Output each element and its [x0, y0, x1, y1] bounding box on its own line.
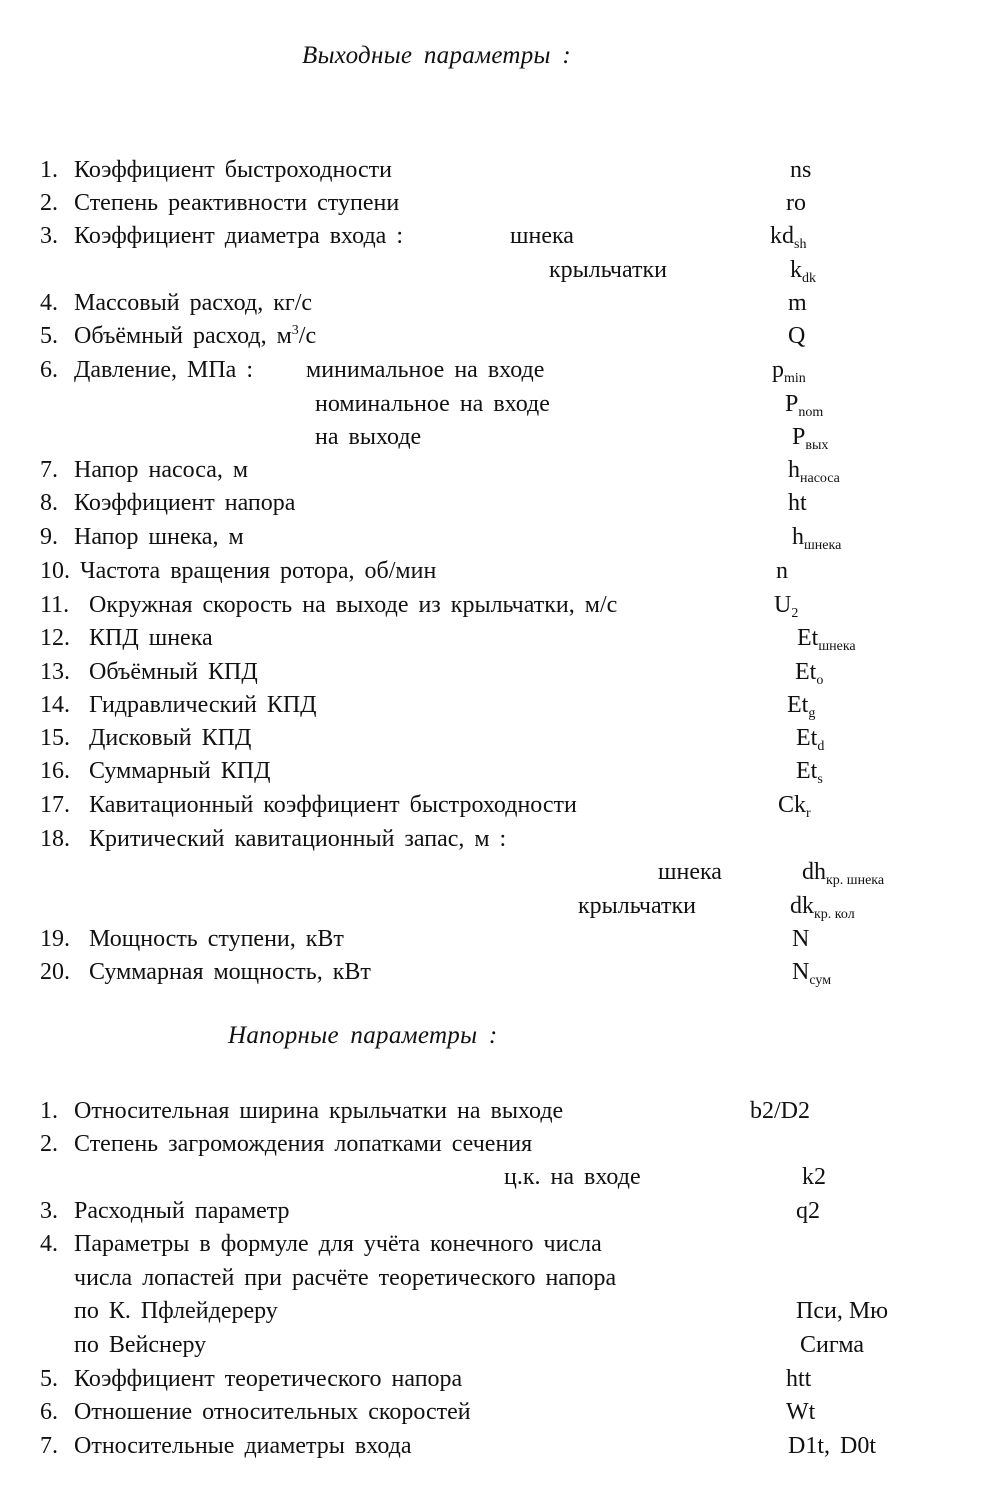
item-number: 20. — [40, 959, 70, 985]
list-item — [0, 522, 988, 554]
item-number: 14. — [40, 692, 70, 718]
item-text: Мощность ступени, кВт — [89, 926, 344, 952]
item-text: Давление, МПа : — [74, 357, 253, 383]
list-item — [0, 657, 988, 689]
item-number: 4. — [40, 290, 58, 316]
item-number: 3. — [40, 1198, 58, 1224]
item-number: 9. — [40, 524, 58, 550]
item-symbol: $kd_{sh}$ — [770, 223, 807, 252]
list-item — [0, 355, 988, 387]
list-item — [0, 1162, 988, 1194]
item-number: 15. — [40, 725, 70, 751]
item-text: Коэффициент быстроходности — [74, 157, 392, 183]
item-text: Критический кавитационный запас, м : — [89, 826, 507, 852]
list-item — [0, 321, 988, 353]
list-item — [0, 857, 988, 889]
item-symbol: $Et_s$ — [796, 758, 823, 787]
item-number: 8. — [40, 490, 58, 516]
list-item — [0, 188, 988, 220]
item-text: Напор насоса, м — [74, 457, 249, 483]
item-text: Объёмный расход, $м^3/с$ — [74, 323, 317, 349]
list-item — [0, 824, 988, 856]
item-sub-label: ц.к. на входе — [504, 1164, 641, 1190]
list-item — [0, 1431, 988, 1463]
item-number: 17. — [40, 792, 70, 818]
item-symbol: Q — [788, 323, 806, 349]
item-number: 4. — [40, 1231, 58, 1257]
list-item — [0, 1397, 988, 1429]
item-symbol: Сигма — [800, 1332, 865, 1358]
item-number: 2. — [40, 1131, 58, 1157]
item-sub-label: крыльчатки — [549, 257, 667, 283]
item-symbol: ht — [788, 490, 807, 516]
list-item — [0, 924, 988, 956]
item-number: 1. — [40, 157, 58, 183]
item-symbol: $dk_{кр. кол}$ — [790, 893, 855, 922]
item-text: Коэффициент напора — [74, 490, 296, 516]
item-text: Массовый расход, кг/с — [74, 290, 313, 316]
list-item — [0, 556, 988, 588]
item-text: Гидравлический КПД — [89, 692, 317, 718]
item-symbol: q2 — [796, 1198, 820, 1224]
item-symbol: n — [776, 558, 788, 584]
item-symbol: ns — [790, 157, 812, 183]
list-item — [0, 455, 988, 487]
item-number: 19. — [40, 926, 70, 952]
item-number: 6. — [40, 357, 58, 383]
list-item — [0, 723, 988, 755]
item-symbol: N — [792, 926, 810, 952]
list-item — [0, 1196, 988, 1228]
list-item — [0, 957, 988, 989]
list-item — [0, 790, 988, 822]
item-number: 5. — [40, 323, 58, 349]
item-symbol: $P_{nom}$ — [785, 391, 824, 420]
item-number: 10. — [40, 558, 70, 584]
item-symbol: $p_{min}$ — [772, 357, 806, 386]
item-number: 7. — [40, 1433, 58, 1459]
item-symbol: $dh_{кр. шнека}$ — [802, 859, 885, 888]
item-text: числа лопастей при расчёте теоретического напора — [74, 1265, 617, 1291]
item-sub-label: шнека — [658, 859, 722, 885]
list-item — [0, 623, 988, 655]
item-number: 1. — [40, 1098, 58, 1124]
list-item — [0, 1296, 988, 1328]
item-symbol: $Et_o$ — [795, 659, 824, 688]
item-sub-label: крыльчатки — [578, 893, 696, 919]
list-item — [0, 155, 988, 187]
list-item — [0, 422, 988, 454]
item-symbol: D1t, D0t — [788, 1433, 876, 1459]
item-symbol: Пси, Мю — [796, 1298, 889, 1324]
item-text: Суммарный КПД — [89, 758, 271, 784]
item-symbol: b2/D2 — [750, 1098, 810, 1124]
item-symbol: Wt — [786, 1399, 816, 1425]
item-sub-label: минимальное на входе — [306, 357, 545, 383]
item-symbol: $Et_g$ — [787, 692, 816, 721]
list-item — [0, 690, 988, 722]
list-item — [0, 891, 988, 923]
item-text: Суммарная мощность, кВт — [89, 959, 371, 985]
item-text: Напор шнека, м — [74, 524, 244, 550]
list-item — [0, 1364, 988, 1396]
list-item — [0, 1096, 988, 1128]
item-text: Дисковый КПД — [89, 725, 252, 751]
item-symbol: htt — [786, 1366, 812, 1392]
item-symbol: $h_{насоса}$ — [788, 457, 840, 486]
list-item — [0, 488, 988, 520]
list-item — [0, 221, 988, 253]
item-symbol: $Et_{шнека}$ — [797, 625, 856, 654]
item-symbol: k2 — [802, 1164, 826, 1190]
item-text: КПД шнека — [89, 625, 213, 651]
list-item — [0, 1263, 988, 1295]
item-text: Относительная ширина крыльчатки на выходе — [74, 1098, 564, 1124]
item-sub-label: номинальное на входе — [315, 391, 550, 417]
item-symbol: ro — [786, 190, 806, 216]
list-item — [0, 288, 988, 320]
item-number: 12. — [40, 625, 70, 651]
item-text: Окружная скорость на выходе из крыльчатки, м/с — [89, 592, 618, 618]
item-number: 2. — [40, 190, 58, 216]
item-symbol: $Et_d$ — [796, 725, 825, 754]
item-symbol: $Ck_r$ — [778, 792, 811, 821]
item-text: Отношение относительных скоростей — [74, 1399, 471, 1425]
item-text: Коэффициент теоретического напора — [74, 1366, 463, 1392]
item-number: 13. — [40, 659, 70, 685]
item-symbol: $U_2$ — [774, 592, 799, 621]
item-symbol: $P_{вых}$ — [792, 424, 829, 453]
item-text: Параметры в формуле для учёта конечного числа — [74, 1231, 602, 1257]
item-text: по К. Пфлейдереру — [74, 1298, 278, 1324]
item-text: Степень загромождения лопатками сечения — [74, 1131, 533, 1157]
item-number: 16. — [40, 758, 70, 784]
list-item — [0, 1330, 988, 1362]
item-text: Кавитационный коэффициент быстроходности — [89, 792, 577, 818]
item-symbol: $h_{шнека}$ — [792, 524, 842, 553]
list-item — [0, 1129, 988, 1161]
item-symbol: $N_{сум}$ — [792, 959, 832, 988]
item-symbol: m — [788, 290, 807, 316]
list-item — [0, 1229, 988, 1261]
item-text: по Вейснеру — [74, 1332, 207, 1358]
item-number: 5. — [40, 1366, 58, 1392]
section-title-head: Напорные параметры : — [228, 1022, 498, 1049]
item-number: 11. — [40, 592, 70, 618]
item-text: Коэффициент диаметра входа : — [74, 223, 403, 249]
item-sub-label: шнека — [510, 223, 574, 249]
list-item — [0, 756, 988, 788]
item-number: 6. — [40, 1399, 58, 1425]
item-symbol: $k_{dk}$ — [790, 257, 816, 286]
item-text: Частота вращения ротора, об/мин — [80, 558, 437, 584]
item-text: Степень реактивности ступени — [74, 190, 400, 216]
section-title-output: Выходные параметры : — [302, 42, 571, 69]
item-number: 18. — [40, 826, 70, 852]
item-number: 7. — [40, 457, 58, 483]
item-sub-label: на выходе — [315, 424, 422, 450]
list-item — [0, 590, 988, 622]
list-item — [0, 255, 988, 287]
item-text: Объёмный КПД — [89, 659, 258, 685]
item-text: Относительные диаметры входа — [74, 1433, 412, 1459]
list-item — [0, 389, 988, 421]
item-text: Расходный параметр — [74, 1198, 290, 1224]
item-number: 3. — [40, 223, 58, 249]
